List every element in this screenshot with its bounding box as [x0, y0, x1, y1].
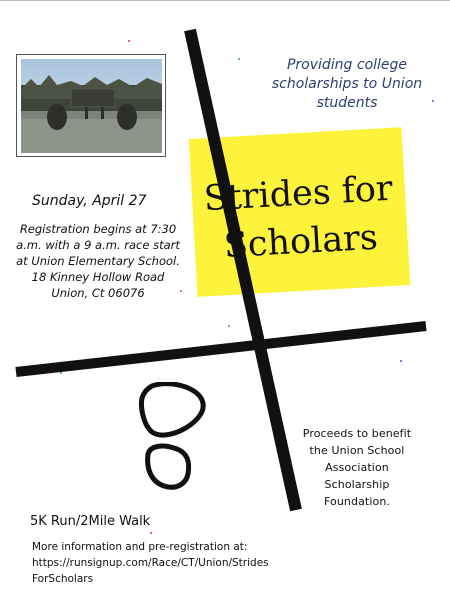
horizontal-stripe [16, 326, 426, 372]
title-line-2: Scholars [222, 217, 379, 267]
title-line-1: Strides for [202, 168, 394, 220]
proceeds-statement: Proceeds to benefit the Union School Association Scholarship Foundation. [302, 427, 412, 508]
registration-text: Registration begins at 7:30 a.m. with a 9 a.m. race start at Union Elementary School. [16, 222, 180, 268]
registration-url-line-1[interactable]: https://runsignup.com/Race/CT/Union/Strides [32, 557, 269, 569]
tagline: Providing college scholarships to Union students [271, 57, 423, 111]
address-line-2: Union, Ct 06076 [51, 286, 145, 300]
registration-url-line-2[interactable]: ForScholars [32, 573, 94, 585]
shoe-print-icon [138, 382, 210, 494]
event-type: 5K Run/2Mile Walk [30, 514, 151, 529]
more-info [32, 539, 332, 587]
event-date: Sunday, April 27 [32, 193, 147, 209]
registration-details [10, 221, 186, 301]
address-line-1: 18 Kinney Hollow Road [31, 270, 165, 284]
info-label: More information and pre-registration at: [32, 541, 248, 553]
event-title [190, 164, 408, 272]
